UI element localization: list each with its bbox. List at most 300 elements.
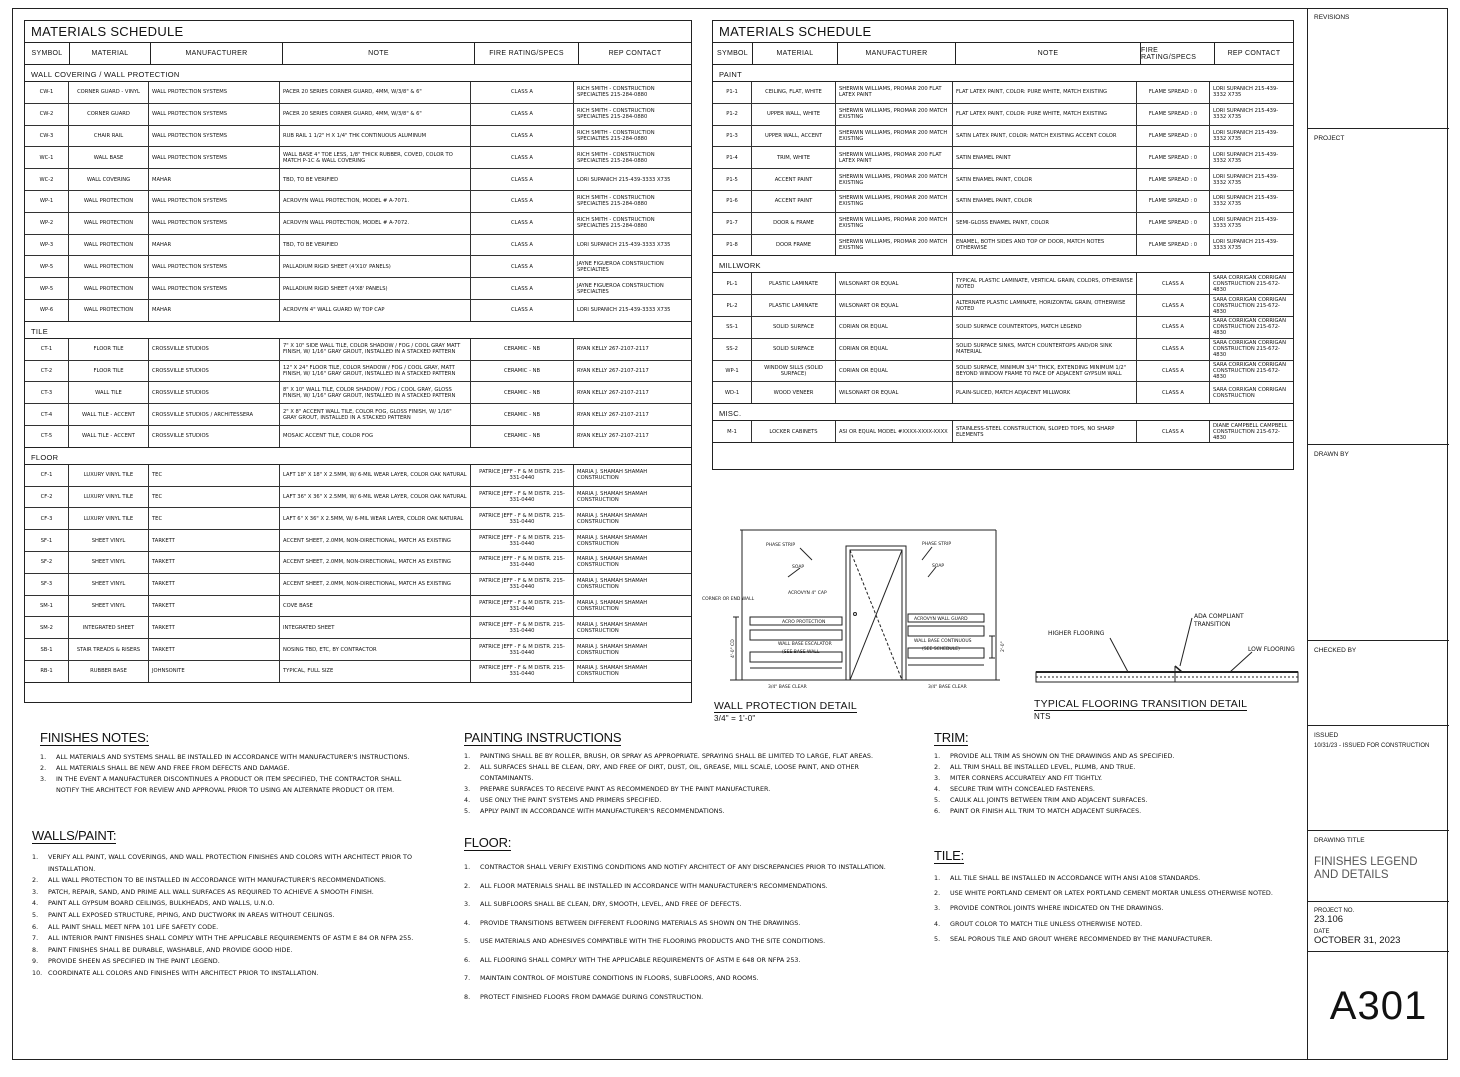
- cell-fire-rating: CLASS A: [471, 191, 574, 212]
- list-item: [934, 806, 1294, 817]
- label-corner-wall: CORNER OR END WALL: [702, 597, 755, 602]
- list-item-number: 7.: [464, 974, 471, 982]
- cell-symbol: WP-6: [25, 300, 69, 321]
- list-item: [934, 795, 1294, 806]
- list-item-number: 5.: [464, 937, 471, 945]
- table-row: [713, 421, 1293, 442]
- drawing-title-value: FINISHES LEGEND AND DETAILS: [1314, 856, 1418, 881]
- list-item: [32, 910, 422, 922]
- cell-fire-rating: CLASS A: [471, 278, 574, 299]
- header-material: MATERIAL: [70, 43, 151, 64]
- cell-rep-contact: RICH SMITH - CONSTRUCTION SPECIALTIES 215-284-0880: [577, 217, 655, 230]
- schedule-header-row: [713, 43, 1293, 65]
- table-row: [713, 147, 1293, 169]
- floor-detail-scale: NTS: [1034, 712, 1051, 721]
- cell-material: DOOR FRAME: [752, 235, 836, 256]
- cell-note: SOLID SURFACE SINKS, MATCH COUNTERTOPS AND/OR SINK MATERIAL: [953, 339, 1137, 360]
- cell-fire-rating: FLAME SPREAD : 0: [1137, 104, 1210, 125]
- cell-symbol: P1-5: [713, 169, 752, 190]
- sheet-number-cell: [1308, 952, 1449, 1060]
- schedule-sections: [25, 65, 691, 683]
- cell-manufacturer: WALL PROTECTION SYSTEMS: [149, 191, 280, 212]
- cell-material: SHEET VINYL: [69, 596, 149, 617]
- schedule-section-label: FLOOR: [31, 452, 59, 462]
- list-item-text: PAINT OR FINISH ALL TRIM TO MATCH ADJACENT SURFACES.: [950, 807, 1142, 815]
- table-row: [713, 382, 1293, 403]
- list-item-text: PAINT ALL GYPSUM BOARD CEILINGS, BULKHEADS, AND WALLS, U.N.O.: [48, 899, 275, 908]
- wall-detail-scale: 3/4" = 1'-0": [714, 714, 756, 723]
- list-item: [40, 763, 410, 774]
- schedule-title: MATERIALS SCHEDULE: [713, 21, 1293, 43]
- header-manufacturer: MANUFACTURER: [838, 43, 956, 64]
- header-manufacturer: MANUFACTURER: [151, 43, 283, 64]
- cell-symbol: PL-1: [713, 273, 752, 294]
- table-row: [713, 213, 1293, 235]
- table-row: [713, 273, 1293, 295]
- list-item-text: COORDINATE ALL COLORS AND FINISHES WITH ARCHITECT PRIOR TO INSTALLATION.: [48, 968, 319, 977]
- cell-material: SHEET VINYL: [69, 552, 149, 573]
- cell-fire-rating: CERAMIC - NB: [471, 426, 574, 447]
- cell-manufacturer: TARKETT: [149, 596, 280, 617]
- cell-note: PALLADIUM RIGID SHEET (4'X8' PANELS): [280, 278, 471, 299]
- cell-fire-rating: CERAMIC - NB: [471, 361, 574, 382]
- list-item-number: 6.: [32, 922, 39, 931]
- list-item: [934, 917, 1294, 932]
- cell-symbol: CW-2: [25, 104, 69, 125]
- label-base-left-2: (SEE BASE WALL: [782, 650, 820, 655]
- cell-rep-contact: MARIA J. SHAMAH SHAMAH CONSTRUCTION: [577, 643, 648, 656]
- cell-symbol: SB-1: [25, 639, 69, 660]
- cell-rep-contact: SARA CORRIGAN CORRIGAN CONSTRUCTION 215-672-4830: [1213, 296, 1286, 315]
- list-item-number: 3.: [464, 785, 471, 793]
- cell-fire-rating: FLAME SPREAD : 0: [1137, 169, 1210, 190]
- table-row: [25, 235, 691, 257]
- header-fire-rating: FIRE RATING/SPECS: [475, 43, 579, 64]
- cell-note: PACER 20 SERIES CORNER GUARD, 4MM, W/3/8" & 6": [280, 104, 471, 125]
- cell-material: LUXURY VINYL TILE: [69, 487, 149, 508]
- floor-notes-title: FLOOR:: [464, 835, 512, 850]
- cell-manufacturer: MAHAR: [149, 169, 280, 190]
- list-item-number: 5.: [934, 934, 941, 943]
- table-row: [713, 126, 1293, 148]
- list-item-number: 6.: [464, 955, 471, 964]
- list-item-text: USE WHITE PORTLAND CEMENT OR LATEX PORTLAND CEMENT MORTAR UNLESS OTHERWISE NOTED.: [950, 889, 1273, 898]
- cell-note: SEMI-GLOSS ENAMEL PAINT, COLOR: [953, 213, 1137, 234]
- label-base-right-1: WALL BASE CONTINUOUS: [914, 639, 972, 644]
- cell-fire-rating: CLASS A: [1137, 421, 1210, 442]
- list-item-number: 1.: [464, 752, 471, 760]
- label-base-right-2: (SEE SCHEDULE): [922, 647, 960, 652]
- cell-note: 8" X 10" WALL TILE, COLOR SHADOW / FOG / COOL GRAY, GLOSS FINISH, W/ 1/16" GRAY GROUT, INSTALLED IN A STACKED PATTERN: [280, 382, 471, 403]
- label-acrovyn-cap: ACROVYN 4" CAP: [788, 591, 827, 596]
- cell-manufacturer: SHERWIN WILLIAMS, PROMAR 200 MATCH EXISTING: [836, 213, 953, 234]
- materials-schedule-right: [712, 20, 1294, 470]
- list-item-text: SECURE TRIM WITH CONCEALED FASTENERS.: [950, 785, 1095, 793]
- table-row: [713, 317, 1293, 339]
- list-item: [934, 784, 1294, 795]
- cell-material: CORNER GUARD - VINYL: [69, 82, 149, 103]
- header-note: NOTE: [956, 43, 1141, 64]
- list-item: [40, 774, 410, 796]
- table-row: [25, 300, 691, 321]
- list-item: [934, 762, 1294, 773]
- cell-note: NOSING TBD, ETC, BY CONTRACTOR: [280, 639, 471, 660]
- label-foot-left: 3/4" BASE CLEAR: [768, 685, 807, 690]
- cell-note: ACROVYN 4" WALL GUARD W/ TOP CAP: [280, 300, 471, 321]
- table-row: [25, 404, 691, 426]
- cell-rep-contact: SARA CORRIGAN CORRIGAN CONSTRUCTION 215-672-4830: [1213, 318, 1286, 337]
- cell-rep-contact: LORI SUPANICH 215-439-3332 X735: [1213, 195, 1279, 208]
- cell-rep-contact: SARA CORRIGAN CORRIGAN CONSTRUCTION 215-672-4830: [1213, 361, 1286, 380]
- cell-manufacturer: WILSONART OR EQUAL: [836, 295, 953, 316]
- finishes-notes-title: FINISHES NOTES:: [40, 730, 149, 745]
- cell-fire-rating: PATRICE JEFF - F & M DISTR. 215-331-0440: [471, 639, 574, 660]
- cell-manufacturer: WILSONART OR EQUAL: [836, 273, 953, 294]
- list-item-text: VERIFY ALL PAINT, WALL COVERINGS, AND WALL PROTECTION FINISHES AND COLORS WITH ARCHITECT PRIOR TO INSTALLATION.: [48, 853, 412, 873]
- cell-symbol: P1-3: [713, 126, 752, 147]
- schedule-section-label: MISC.: [719, 409, 742, 419]
- cell-symbol: WP-1: [25, 191, 69, 212]
- revisions-cell: [1308, 8, 1449, 129]
- wall-detail-title: WALL PROTECTION DETAIL: [714, 700, 857, 712]
- cell-material: WALL TILE - ACCENT: [69, 426, 149, 447]
- cell-material: WALL TILE: [69, 382, 149, 403]
- list-item-text: ALL SUBFLOORS SHALL BE CLEAN, DRY, SMOOTH, LEVEL, AND FREE OF DEFECTS.: [480, 900, 742, 908]
- materials-schedule-left: [24, 20, 692, 703]
- table-row: [713, 235, 1293, 256]
- date-label: DATE: [1314, 929, 1330, 935]
- cell-manufacturer: TARKETT: [149, 639, 280, 660]
- list-item-number: 4.: [934, 785, 941, 793]
- cell-manufacturer: WALL PROTECTION SYSTEMS: [149, 104, 280, 125]
- list-item-number: 6.: [934, 807, 941, 815]
- cell-fire-rating: PATRICE JEFF - F & M DISTR. 215-331-0440: [471, 552, 574, 573]
- list-item: [934, 871, 1294, 886]
- cell-manufacturer: SHERWIN WILLIAMS, PROMAR 200 MATCH EXISTING: [836, 235, 953, 256]
- cell-note: ACCENT SHEET, 2.0MM, NON-DIRECTIONAL, MATCH AS EXISTING: [280, 530, 471, 551]
- flooring-transition-detail-label: [1034, 698, 1247, 721]
- drawn-by-cell: [1308, 445, 1449, 641]
- schedule-header-row: [25, 43, 691, 65]
- table-row: [25, 278, 691, 300]
- cell-note: INTEGRATED SHEET: [280, 617, 471, 638]
- cell-fire-rating: CLASS A: [1137, 295, 1210, 316]
- table-row: [25, 596, 691, 618]
- cell-material: CORNER GUARD: [69, 104, 149, 125]
- cell-manufacturer: CROSSVILLE STUDIOS: [149, 361, 280, 382]
- cell-fire-rating: CLASS A: [471, 300, 574, 321]
- cell-note: SATIN ENAMEL PAINT, COLOR: [953, 191, 1137, 212]
- cell-note: TYPICAL, FULL SIZE: [280, 661, 471, 682]
- cell-manufacturer: TARKETT: [149, 552, 280, 573]
- cell-manufacturer: MAHAR: [149, 235, 280, 256]
- list-item-text: ALL TRIM SHALL BE INSTALLED LEVEL, PLUMB, AND TRUE.: [950, 763, 1136, 771]
- header-fire-rating: FIRE RATING/SPECS: [1141, 43, 1215, 64]
- table-row: [25, 426, 691, 447]
- cell-manufacturer: CORIAN OR EQUAL: [836, 339, 953, 360]
- cell-material: WINDOW SILLS (SOLID SURFACE): [752, 361, 836, 382]
- label-foot-right: 3/4" BASE CLEAR: [928, 685, 967, 690]
- list-item-text: ALL INTERIOR PAINT FINISHES SHALL COMPLY WITH THE APPLICABLE REQUIREMENTS OF ASTM E 84 OR NFPA 255.: [48, 934, 414, 943]
- cell-rep-contact: LORI SUPANICH 215-439-3333 X735: [577, 307, 671, 314]
- list-item-number: 5.: [934, 796, 941, 804]
- list-item: [32, 852, 422, 875]
- table-row: [713, 339, 1293, 361]
- list-item-text: PROVIDE CONTROL JOINTS WHERE INDICATED ON THE DRAWINGS.: [950, 904, 1164, 913]
- cell-material: RUBBER BASE: [69, 661, 149, 682]
- label-acro-left: ACRO PROTECTION: [782, 620, 826, 625]
- list-item-number: 4.: [464, 918, 471, 927]
- cell-note: 7" X 10" SIDE WALL TILE, COLOR SHADOW / FOG / COOL GRAY MATT FINISH, W/ 1/16" GRAY GROUT, INSTALLED IN A STACKED PATTERN: [280, 339, 471, 360]
- list-item-number: 2.: [934, 889, 941, 898]
- list-item-number: 2.: [464, 763, 471, 771]
- label-dim-right: 2'-0": [1001, 641, 1006, 652]
- list-item-text: PAINTING SHALL BE BY ROLLER, BRUSH, OR SPRAY AS APPROPRIATE. SPRAYING SHALL BE LIMITED TO LARGE, FLAT AREAS.: [480, 752, 874, 760]
- cell-symbol: CT-2: [25, 361, 69, 382]
- cell-fire-rating: CLASS A: [471, 169, 574, 190]
- list-item: [464, 806, 884, 817]
- cell-material: SOLID SURFACE: [752, 339, 836, 360]
- list-item: [40, 752, 410, 763]
- cell-rep-contact: RICH SMITH - CONSTRUCTION SPECIALTIES 215-284-0880: [577, 195, 655, 208]
- cell-rep-contact: MARIA J. SHAMAH SHAMAH CONSTRUCTION: [577, 621, 648, 634]
- cell-manufacturer: WALL PROTECTION SYSTEMS: [149, 256, 280, 277]
- list-item: [934, 773, 1294, 784]
- schedule-section-label: PAINT: [719, 70, 743, 79]
- cell-symbol: CW-3: [25, 126, 69, 147]
- cell-manufacturer: TARKETT: [149, 617, 280, 638]
- cell-manufacturer: CROSSVILLE STUDIOS: [149, 339, 280, 360]
- cell-manufacturer: SHERWIN WILLIAMS, PROMAR 200 FLAT LATEX PAINT: [836, 147, 953, 168]
- cell-manufacturer: TARKETT: [149, 574, 280, 595]
- cell-material: WALL PROTECTION: [69, 278, 149, 299]
- list-item: [464, 969, 904, 988]
- table-row: [25, 191, 691, 213]
- cell-material: PLASTIC LAMINATE: [752, 295, 836, 316]
- cell-symbol: P1-7: [713, 213, 752, 234]
- table-row: [25, 104, 691, 126]
- table-row: [25, 530, 691, 552]
- project-no-value: 23.106: [1314, 914, 1344, 925]
- checked-by-cell: [1308, 641, 1449, 726]
- cell-fire-rating: CLASS A: [471, 82, 574, 103]
- list-item: [32, 898, 422, 910]
- list-item-number: 8.: [464, 992, 471, 1001]
- cell-manufacturer: TARKETT: [149, 530, 280, 551]
- cell-note: FLAT LATEX PAINT, COLOR: PURE WHITE, MATCH EXISTING: [953, 104, 1137, 125]
- schedule-section-rows: [25, 81, 691, 322]
- cell-rep-contact: LORI SUPANICH 215-439-3332 X735: [1213, 108, 1279, 121]
- list-item-text: MAINTAIN CONTROL OF MOISTURE CONDITIONS IN FLOORS, SUBFLOORS, AND ROOMS.: [480, 974, 759, 982]
- floor-detail-title: TYPICAL FLOORING TRANSITION DETAIL: [1034, 698, 1248, 710]
- cell-fire-rating: CLASS A: [1137, 339, 1210, 360]
- cell-symbol: CF-3: [25, 508, 69, 529]
- cell-manufacturer: SHERWIN WILLIAMS, PROMAR 200 MATCH EXISTING: [836, 169, 953, 190]
- cell-symbol: RB-1: [25, 661, 69, 682]
- cell-symbol: WP-2: [25, 213, 69, 234]
- cell-note: LAFT 6" X 36" X 2.5MM, W/ 6-MIL WEAR LAYER, COLOR OAK NATURAL: [280, 508, 471, 529]
- cell-note: LAFT 18" X 18" X 2.5MM, W/ 6-MIL WEAR LAYER, COLOR OAK NATURAL: [280, 465, 471, 486]
- schedule-section-rows: [25, 338, 691, 448]
- cell-rep-contact: MARIA J. SHAMAH SHAMAH CONSTRUCTION: [577, 599, 648, 612]
- list-item: [464, 914, 904, 933]
- cell-fire-rating: CLASS A: [1137, 361, 1210, 382]
- list-item-number: 7.: [32, 934, 39, 943]
- cell-symbol: P1-1: [713, 82, 752, 103]
- cell-fire-rating: PATRICE JEFF - F & M DISTR. 215-331-0440: [471, 487, 574, 508]
- cell-symbol: SS-2: [713, 339, 752, 360]
- list-item-number: 1.: [40, 753, 47, 761]
- painting-instructions-title: PAINTING INSTRUCTIONS: [464, 730, 622, 745]
- list-item-number: 5.: [464, 807, 471, 815]
- cell-fire-rating: PATRICE JEFF - F & M DISTR. 215-331-0440: [471, 574, 574, 595]
- cell-note: LAFT 36" X 36" X 2.5MM, W/ 6-MIL WEAR LAYER, COLOR OAK NATURAL: [280, 487, 471, 508]
- cell-material: DOOR & FRAME: [752, 213, 836, 234]
- cell-note: TBD, TO BE VERIFIED: [280, 169, 471, 190]
- cell-rep-contact: RYAN KELLY 267-2107-2117: [577, 367, 649, 374]
- list-item: [32, 887, 422, 899]
- list-item-number: 2.: [32, 876, 39, 885]
- revisions-label: REVISIONS: [1314, 14, 1350, 21]
- list-item-number: 4.: [934, 919, 941, 928]
- cell-symbol: M-1: [713, 421, 752, 442]
- cell-rep-contact: MARIA J. SHAMAH SHAMAH CONSTRUCTION: [577, 556, 648, 569]
- label-base-left-1: WALL BASE ESCALATOR: [778, 642, 832, 647]
- cell-fire-rating: CLASS A: [471, 126, 574, 147]
- cell-fire-rating: FLAME SPREAD : 0: [1137, 147, 1210, 168]
- cell-rep-contact: SARA CORRIGAN CORRIGAN CONSTRUCTION 215-672-4830: [1213, 340, 1286, 359]
- header-note: NOTE: [283, 43, 475, 64]
- header-rep-contact: REP CONTACT: [608, 50, 662, 57]
- project-no-label: PROJECT NO.: [1314, 908, 1355, 914]
- issued-cell: [1308, 726, 1449, 831]
- label-higher-flooring: HIGHER FLOORING: [1048, 630, 1105, 637]
- table-row: [25, 361, 691, 383]
- cell-material: INTEGRATED SHEET: [69, 617, 149, 638]
- cell-rep-contact: LORI SUPANICH 215-439-3332 X735: [1213, 86, 1279, 99]
- floor-notes-list: [464, 858, 904, 1006]
- cell-manufacturer: CORIAN OR EQUAL: [836, 361, 953, 382]
- cell-rep-contact: MARIA J. SHAMAH SHAMAH CONSTRUCTION: [577, 512, 648, 525]
- cell-symbol: WP-5: [25, 278, 69, 299]
- table-row: [25, 639, 691, 661]
- list-item-text: PAINT ALL EXPOSED STRUCTURE, PIPING, AND DUCTWORK IN AREAS WITHOUT CEILINGS.: [48, 910, 335, 919]
- cell-manufacturer: ASI OR EQUAL MODEL #XXXX-XXXX-XXXX: [836, 421, 953, 442]
- table-row: [25, 465, 691, 487]
- cell-note: 2" X 8" ACCENT WALL TILE, COLOR FOG, GLOSS FINISH, W/ 1/16" GRAY GROUT, INSTALLED IN A STACKED PATTERN: [280, 404, 471, 425]
- cell-rep-contact: DIANE CAMPBELL CAMPBELL CONSTRUCTION 215-672-4830: [1213, 422, 1288, 441]
- cell-symbol: WD-1: [713, 382, 752, 403]
- cell-fire-rating: CLASS A: [471, 256, 574, 277]
- schedule-section-label: MILLWORK: [719, 261, 761, 271]
- cell-fire-rating: PATRICE JEFF - F & M DISTR. 215-331-0440: [471, 596, 574, 617]
- cell-symbol: SS-1: [713, 317, 752, 338]
- list-item-number: 4.: [464, 796, 471, 804]
- list-item: [464, 858, 904, 877]
- cell-symbol: SF-2: [25, 552, 69, 573]
- cell-manufacturer: SHERWIN WILLIAMS, PROMAR 200 MATCH EXISTING: [836, 104, 953, 125]
- label-phase-strip-left: PHASE STRIP: [766, 543, 796, 548]
- drawing-title-cell: [1308, 831, 1449, 902]
- cell-material: SHEET VINYL: [69, 574, 149, 595]
- cell-symbol: P1-4: [713, 147, 752, 168]
- cell-manufacturer: MAHAR: [149, 300, 280, 321]
- cell-fire-rating: CLASS A: [471, 104, 574, 125]
- list-item-text: CONTRACTOR SHALL VERIFY EXISTING CONDITIONS AND NOTIFY ARCHITECT OF ANY DISCREPANCIES PRIOR TO INSTALLATION.: [480, 863, 886, 871]
- list-item-text: ALL SURFACES SHALL BE CLEAN, DRY, AND FREE OF DIRT, DUST, OIL, GREASE, MILL SCALE, LOOSE PAINT, AND OTHER CONTAMINANTS.: [480, 763, 859, 782]
- cell-material: FLOOR TILE: [69, 339, 149, 360]
- list-item-number: 3.: [464, 900, 471, 908]
- list-item-number: 2.: [40, 764, 47, 772]
- list-item-text: ALL FLOOR MATERIALS SHALL BE INSTALLED IN ACCORDANCE WITH MANUFACTURER'S RECOMMENDATIONS.: [480, 881, 828, 890]
- list-item-text: PAINT FINISHES SHALL BE DURABLE, WASHABLE, AND PROVIDE GOOD HIDE.: [48, 945, 293, 954]
- painting-instructions-list: [464, 751, 884, 817]
- cell-symbol: SF-1: [25, 530, 69, 551]
- cell-rep-contact: LORI SUPANICH 215-439-3333 X735: [577, 241, 671, 248]
- list-item: [32, 922, 422, 934]
- project-info-cell: [1308, 902, 1449, 952]
- cell-material: LOCKER CABINETS: [752, 421, 836, 442]
- cell-symbol: CT-5: [25, 426, 69, 447]
- cell-rep-contact: RYAN KELLY 267-2107-2117: [577, 346, 649, 353]
- list-item-text: IN THE EVENT A MANUFACTURER DISCONTINUES A PRODUCT OR ITEM SPECIFIED, THE CONTRACTOR SHALL NOTIFY THE ARCHITECT FOR REVIEW AND APPROVAL PRIOR TO USING AN ALTERNATE PRODUCT OR ITEM.: [56, 775, 402, 794]
- cell-manufacturer: WALL PROTECTION SYSTEMS: [149, 147, 280, 168]
- list-item-text: ALL FLOORING SHALL COMPLY WITH THE APPLICABLE REQUIREMENTS OF ASTM E 648 OR NFPA 253.: [480, 955, 801, 964]
- table-row: [713, 295, 1293, 317]
- list-item: [32, 875, 422, 887]
- cell-rep-contact: MARIA J. SHAMAH SHAMAH CONSTRUCTION: [577, 490, 648, 503]
- cell-material: UPPER WALL, WHITE: [752, 104, 836, 125]
- cell-fire-rating: PATRICE JEFF - F & M DISTR. 215-331-0440: [471, 508, 574, 529]
- list-item: [32, 968, 422, 980]
- table-row: [25, 508, 691, 530]
- cell-symbol: WP-1: [713, 361, 752, 382]
- cell-note: SATIN LATEX PAINT, COLOR: MATCH EXISTING ACCENT COLOR: [953, 126, 1137, 147]
- label-phase-strip-right: PHASE STRIP: [922, 542, 952, 547]
- table-row: [25, 339, 691, 361]
- cell-material: CHAIR RAIL: [69, 126, 149, 147]
- tile-notes-title: TILE:: [934, 848, 965, 863]
- wall-protection-detail-drawing: [700, 522, 1010, 700]
- cell-symbol: WC-1: [25, 147, 69, 168]
- cell-note: SATIN ENAMEL PAINT: [953, 147, 1137, 168]
- schedule-title: MATERIALS SCHEDULE: [25, 21, 691, 43]
- cell-note: ACCENT SHEET, 2.0MM, NON-DIRECTIONAL, MATCH AS EXISTING: [280, 574, 471, 595]
- cell-material: ACCENT PAINT: [752, 169, 836, 190]
- cell-note: FLAT LATEX PAINT, COLOR: PURE WHITE, MATCH EXISTING: [953, 82, 1137, 103]
- list-item: [32, 956, 422, 968]
- cell-fire-rating: CLASS A: [471, 147, 574, 168]
- cell-rep-contact: RYAN KELLY 267-2107-2117: [577, 433, 649, 440]
- cell-symbol: SM-1: [25, 596, 69, 617]
- table-row: [25, 574, 691, 596]
- cell-fire-rating: CLASS A: [1137, 382, 1210, 403]
- issued-label: ISSUED: [1314, 732, 1339, 739]
- list-item-number: 1.: [32, 853, 39, 861]
- cell-fire-rating: CLASS A: [1137, 273, 1210, 294]
- list-item: [464, 932, 904, 951]
- cell-note: COVE BASE: [280, 596, 471, 617]
- table-row: [25, 169, 691, 191]
- list-item: [32, 933, 422, 945]
- project-cell: [1308, 129, 1449, 445]
- header-rep-contact: REP CONTACT: [1227, 50, 1281, 57]
- cell-fire-rating: CERAMIC - NB: [471, 404, 574, 425]
- list-item: [464, 784, 884, 795]
- table-row: [25, 126, 691, 148]
- cell-fire-rating: CERAMIC - NB: [471, 339, 574, 360]
- list-item: [934, 886, 1294, 901]
